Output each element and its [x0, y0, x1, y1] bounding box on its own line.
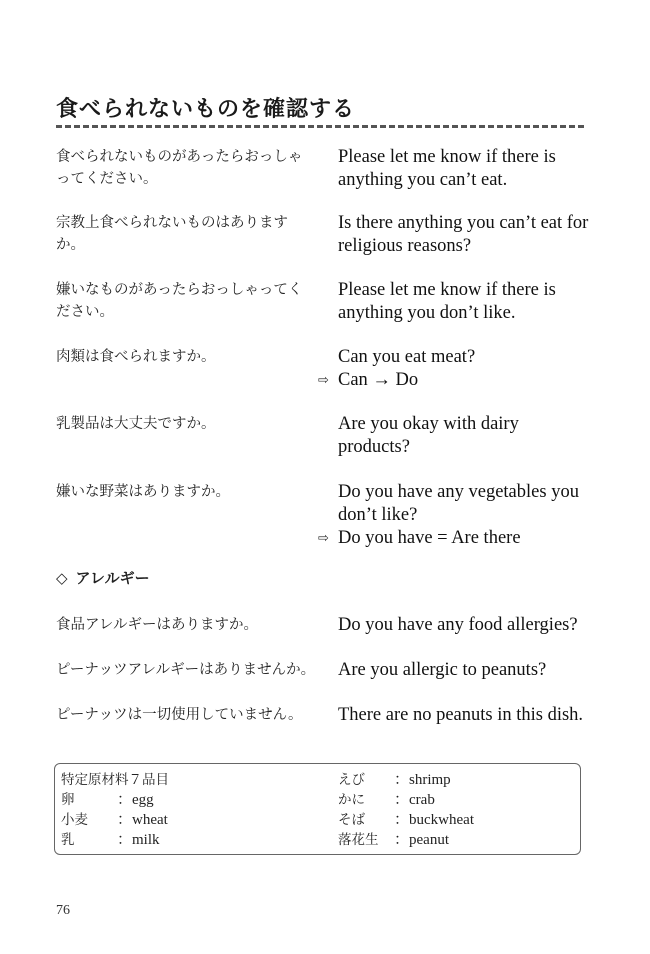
section-heading-allergy	[56, 567, 150, 588]
allergen-item	[61, 830, 169, 850]
japanese-phrase: ピーナッツは一切使用していません。	[56, 707, 303, 723]
allergen-separator: ：	[117, 812, 133, 828]
allergen-column-right	[338, 770, 474, 850]
english-phrase-block	[318, 346, 590, 392]
english-phrase: Please let me know if there is anything you can’t eat.	[338, 147, 556, 190]
usage-note-text: Can → Do	[338, 370, 419, 390]
allergen-box-title: 特定原材料７品目	[61, 772, 169, 788]
english-phrase: Is there anything you can’t eat for religious reasons?	[338, 213, 589, 256]
allergen-english: buckwheat	[409, 812, 474, 828]
allergen-item	[338, 770, 474, 790]
allergen-term: 乳	[61, 832, 75, 848]
arrow-icon: ⇨	[318, 373, 329, 388]
allergen-english: milk	[132, 832, 160, 848]
allergen-separator: ：	[394, 832, 410, 848]
page-title: 食べられないものを確認する	[56, 97, 356, 122]
allergen-item	[61, 790, 169, 810]
allergen-separator: ：	[394, 792, 410, 808]
japanese-phrase: 宗教上食べられないものはありますか。	[56, 215, 288, 253]
allergen-info-box	[54, 763, 581, 855]
english-phrase: Do you have any food allergies?	[338, 615, 578, 635]
japanese-phrase: 嫌いな野菜はありますか。	[56, 484, 230, 500]
title-dashed-rule	[56, 125, 584, 128]
allergen-separator: ：	[117, 832, 133, 848]
arrow-icon: ⇨	[318, 531, 329, 546]
section-heading-text: アレルギー	[75, 569, 150, 587]
page-number: 76	[56, 903, 70, 918]
japanese-phrase: ピーナッツアレルギーはありませんか。	[56, 662, 316, 678]
english-phrase: There are no peanuts in this dish.	[338, 705, 584, 725]
allergen-term: 卵	[61, 792, 75, 808]
allergen-english: shrimp	[409, 772, 451, 788]
usage-note	[318, 369, 590, 392]
allergen-column-left	[61, 770, 169, 850]
allergen-english: peanut	[409, 832, 449, 848]
english-phrase: Can you eat meat?	[338, 347, 476, 367]
allergen-separator: ：	[394, 812, 410, 828]
allergen-item	[338, 790, 474, 810]
english-phrase: Please let me know if there is anything you don’t like.	[338, 280, 556, 323]
usage-note	[318, 527, 590, 550]
japanese-phrase: 食べられないものがあったらおっしゃってください。	[56, 149, 303, 187]
japanese-phrase: 食品アレルギーはありますか。	[56, 617, 259, 633]
english-phrase-block	[318, 481, 590, 550]
allergen-english: wheat	[132, 812, 168, 828]
allergen-separator: ：	[117, 792, 133, 808]
allergen-term: えび	[338, 772, 365, 788]
allergen-term: そば	[338, 812, 365, 828]
allergen-item	[338, 810, 474, 830]
usage-note-text: Do you have = Are there	[338, 528, 521, 548]
allergen-item	[61, 810, 169, 830]
japanese-phrase: 肉類は食べられますか。	[56, 349, 216, 365]
allergen-term: 落花生	[338, 832, 379, 848]
english-phrase: Do you have any vegetables you don’t like?	[338, 482, 579, 525]
allergen-term: かに	[338, 792, 365, 808]
english-phrase: Are you okay with dairy products?	[338, 414, 519, 457]
english-phrase: Are you allergic to peanuts?	[338, 660, 547, 680]
japanese-phrase: 嫌いなものがあったらおっしゃってください。	[56, 282, 303, 320]
allergen-english: crab	[409, 792, 435, 808]
allergen-term: 小麦	[61, 812, 88, 828]
diamond-icon: ◇	[56, 569, 68, 587]
japanese-phrase: 乳製品は大丈夫ですか。	[56, 416, 216, 432]
allergen-item	[338, 830, 474, 850]
allergen-separator: ：	[394, 772, 410, 788]
allergen-english: egg	[132, 792, 154, 808]
